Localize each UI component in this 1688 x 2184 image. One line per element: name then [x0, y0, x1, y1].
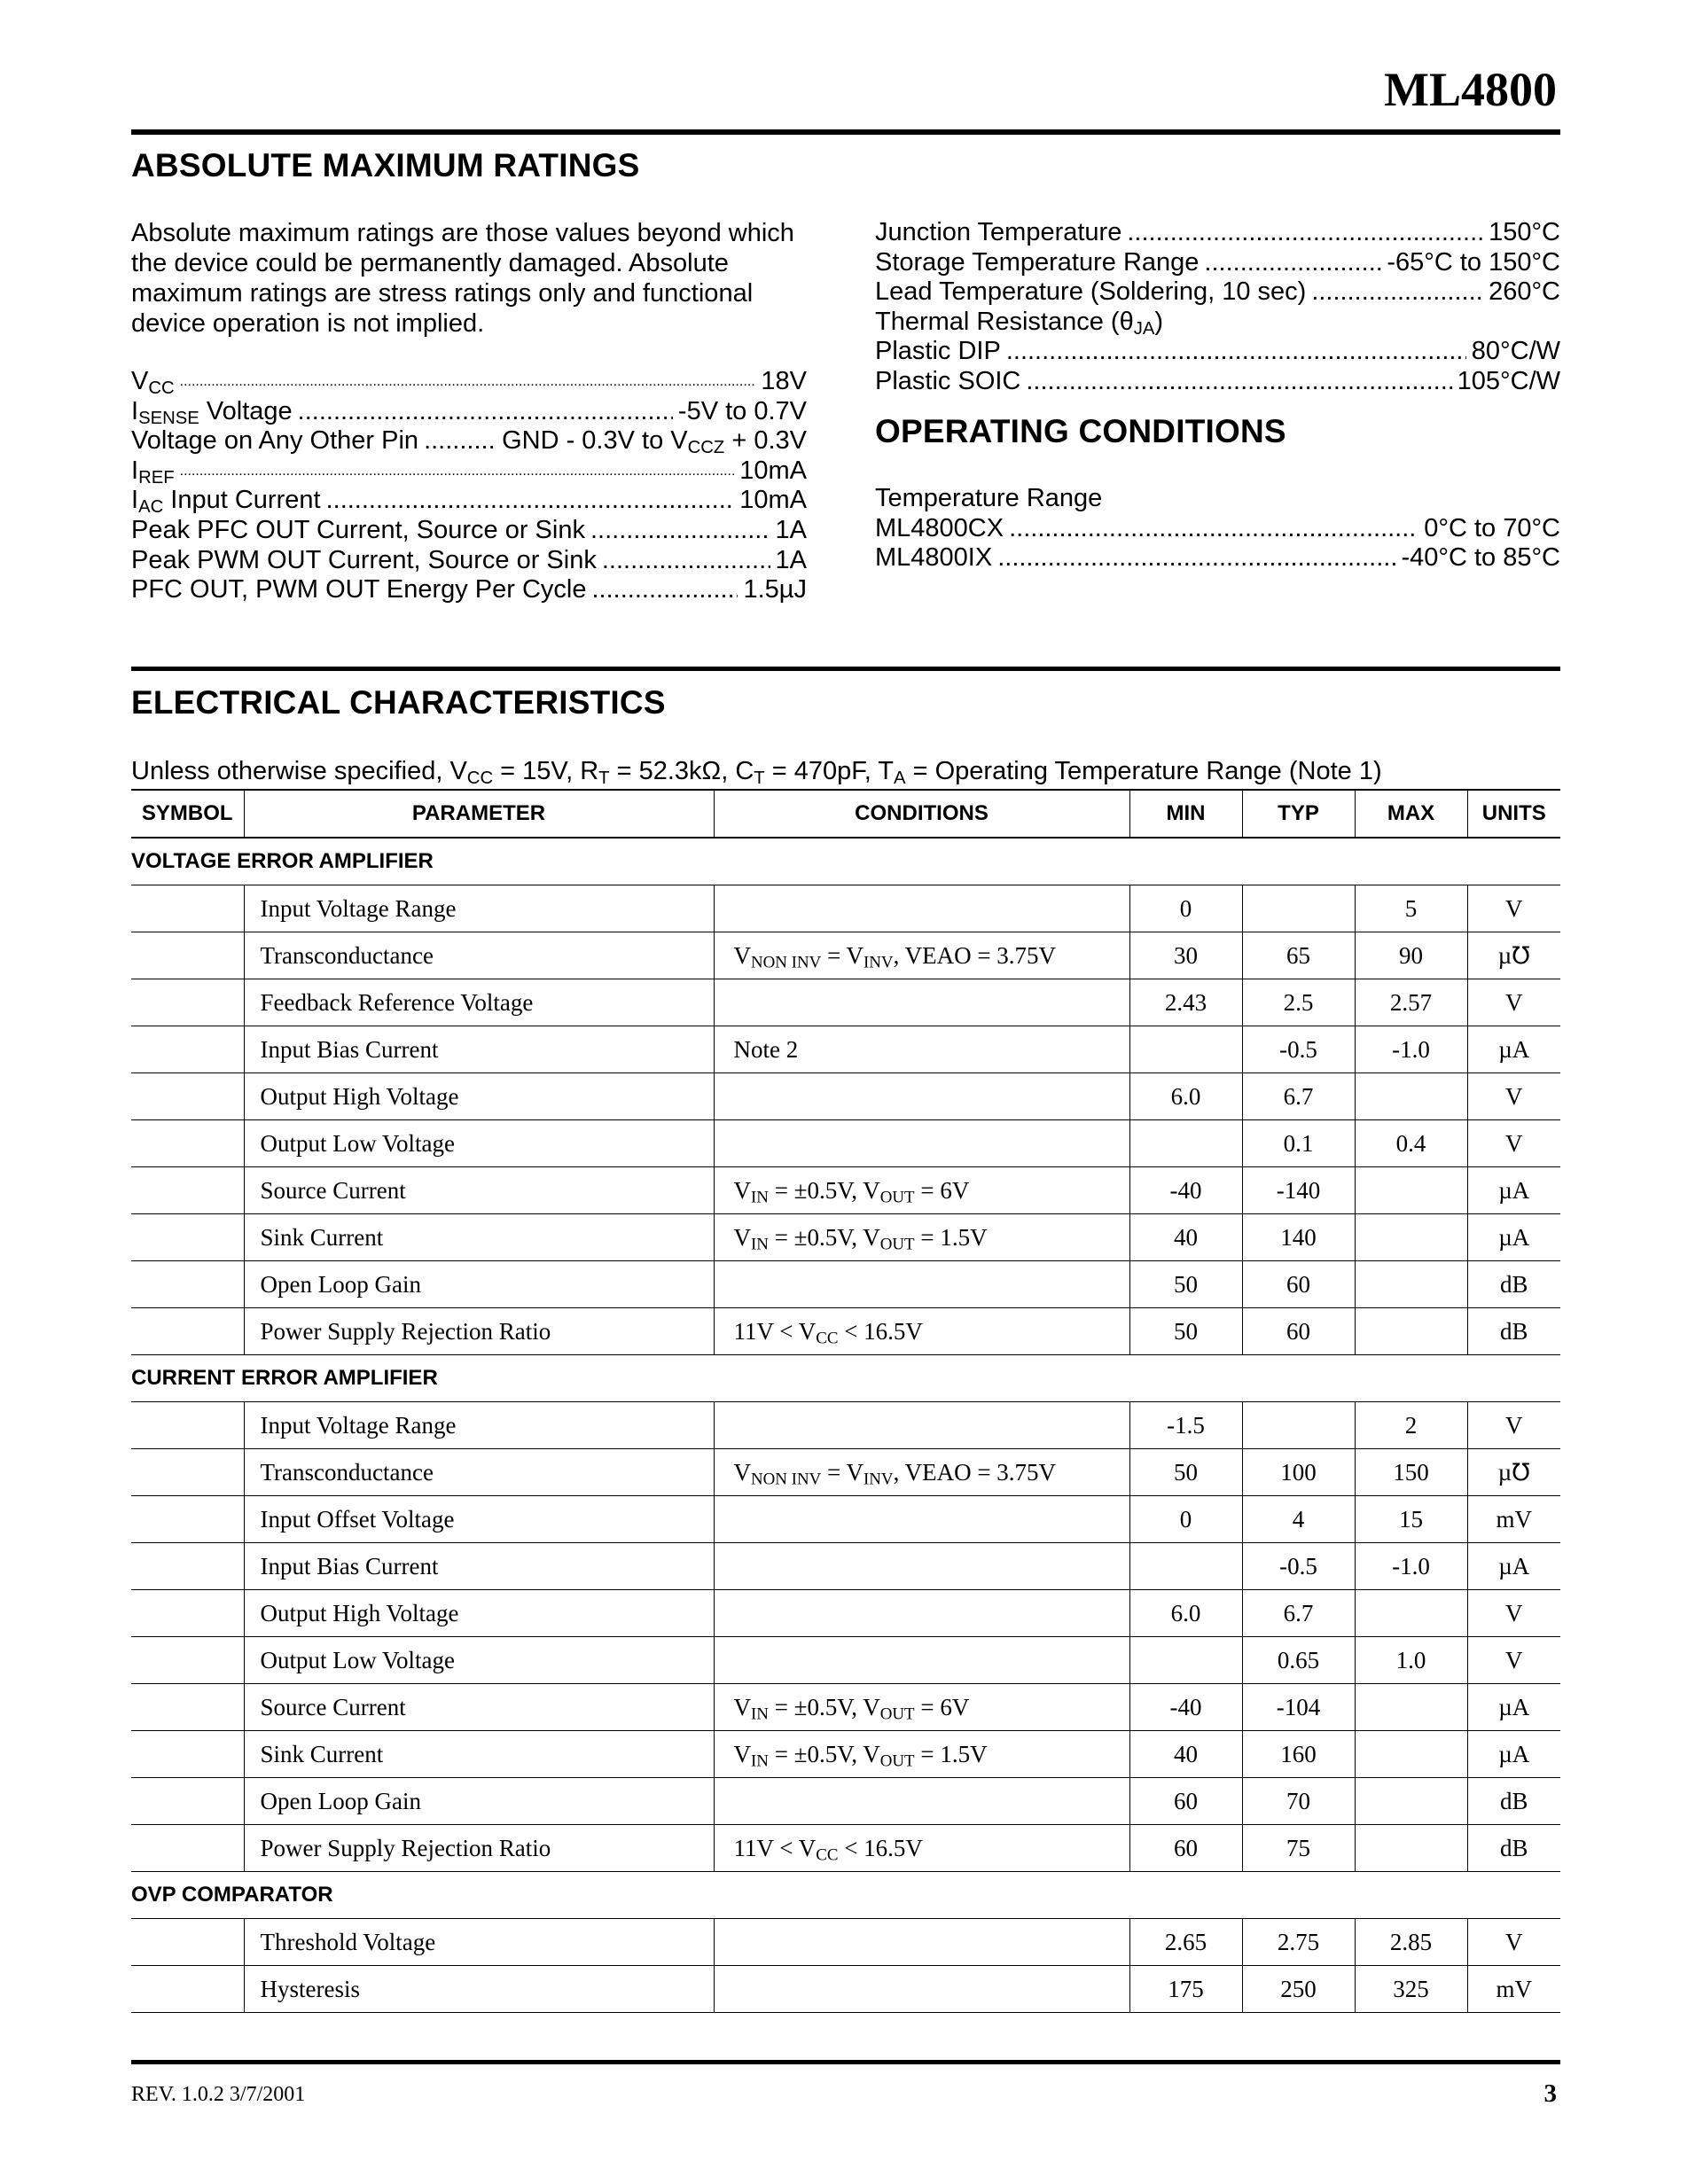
- table-row: [131, 1308, 1560, 1355]
- typ-cell: 2.5: [1242, 979, 1355, 1026]
- op-cond-title: OPERATING CONDITIONS: [875, 413, 1286, 449]
- min-cell: 60: [1129, 1825, 1242, 1872]
- symbol-cell: [131, 1684, 244, 1731]
- abs-max-right-list: [875, 218, 1560, 397]
- max-cell: 2.85: [1355, 1919, 1467, 1966]
- abs-max-left-list: [131, 367, 807, 605]
- table-row: [131, 1120, 1560, 1167]
- col-min: MIN: [1129, 790, 1242, 838]
- max-cell: [1355, 1825, 1467, 1872]
- min-cell: 0: [1129, 1496, 1242, 1543]
- units-cell: V: [1467, 1637, 1560, 1684]
- symbol-cell: [131, 1825, 244, 1872]
- typ-cell: -0.5: [1242, 1026, 1355, 1073]
- parameter-cell: Input Voltage Range: [244, 885, 714, 932]
- table-row: [131, 932, 1560, 979]
- conditions-cell: $11V < V_{CC} < 16.5V$: [714, 1825, 1129, 1872]
- conditions-cell: $V_{NON INV} = V_{INV}$, VEAO = 3.75V: [714, 932, 1129, 979]
- symbol-cell: [131, 1214, 244, 1261]
- units-cell: V: [1467, 1919, 1560, 1966]
- section-row: [131, 1872, 1560, 1919]
- typ-cell: 0.1: [1242, 1120, 1355, 1167]
- typ-cell: 70: [1242, 1778, 1355, 1825]
- parameter-cell: Threshold Voltage: [244, 1919, 714, 1966]
- typ-cell: [1242, 1402, 1355, 1449]
- conditions-cell: $11V < V_{CC} < 16.5V$: [714, 1308, 1129, 1355]
- section-title: OVP COMPARATOR: [131, 1872, 1560, 1919]
- conditions-cell: [714, 1120, 1129, 1167]
- max-cell: 325: [1355, 1966, 1467, 2013]
- table-header-row: [131, 790, 1560, 838]
- typ-cell: 65: [1242, 932, 1355, 979]
- min-cell: -40: [1129, 1167, 1242, 1214]
- col-symbol: SYMBOL: [131, 790, 244, 838]
- symbol-cell: [131, 1402, 244, 1449]
- conditions-cell: [714, 1637, 1129, 1684]
- typ-cell: 100: [1242, 1449, 1355, 1496]
- col-conditions: CONDITIONS: [714, 790, 1129, 838]
- conditions-cell: [714, 1073, 1129, 1120]
- rating-plastic-dip: Plastic DIP ..... 80°C/W: [875, 337, 1560, 367]
- conditions-cell: [714, 885, 1129, 932]
- parameter-cell: Output Low Voltage: [244, 1637, 714, 1684]
- typ-cell: -104: [1242, 1684, 1355, 1731]
- units-cell: V: [1467, 1120, 1560, 1167]
- rating-pfc-out: Peak PFC OUT Current, Source or Sink ..... 1A: [131, 516, 807, 546]
- max-cell: [1355, 1778, 1467, 1825]
- symbol-cell: [131, 1590, 244, 1637]
- conditions-cell: Note 2: [714, 1026, 1129, 1073]
- min-cell: 60: [1129, 1778, 1242, 1825]
- parameter-cell: Sink Current: [244, 1731, 714, 1778]
- abs-max-title: ABSOLUTE MAXIMUM RATINGS: [131, 147, 640, 183]
- max-cell: [1355, 1731, 1467, 1778]
- symbol-cell: [131, 1167, 244, 1214]
- table-row: [131, 1261, 1560, 1308]
- symbol-cell: [131, 1496, 244, 1543]
- parameter-cell: Input Voltage Range: [244, 1402, 714, 1449]
- typ-cell: 75: [1242, 1825, 1355, 1872]
- typ-cell: 60: [1242, 1308, 1355, 1355]
- units-cell: µA: [1467, 1684, 1560, 1731]
- units-cell: µA: [1467, 1167, 1560, 1214]
- units-cell: µA: [1467, 1731, 1560, 1778]
- conditions-cell: [714, 1496, 1129, 1543]
- table-row: [131, 1684, 1560, 1731]
- symbol-cell: [131, 1731, 244, 1778]
- col-typ: TYP: [1242, 790, 1355, 838]
- table-row: [131, 1073, 1560, 1120]
- rating-plastic-soic: Plastic SOIC ..... 105°C/W: [875, 367, 1560, 397]
- table-row: [131, 1966, 1560, 2013]
- parameter-cell: Feedback Reference Voltage: [244, 979, 714, 1026]
- conditions-cell: [714, 1543, 1129, 1590]
- min-cell: 50: [1129, 1261, 1242, 1308]
- typ-cell: [1242, 885, 1355, 932]
- min-cell: 30: [1129, 932, 1242, 979]
- parameter-cell: Power Supply Rejection Ratio: [244, 1308, 714, 1355]
- min-cell: 2.43: [1129, 979, 1242, 1026]
- conditions-cell: [714, 1261, 1129, 1308]
- typ-cell: 140: [1242, 1214, 1355, 1261]
- table-row: [131, 1778, 1560, 1825]
- units-cell: mV: [1467, 1496, 1560, 1543]
- section-rule: [131, 667, 1560, 671]
- units-cell: V: [1467, 885, 1560, 932]
- parameter-cell: Input Bias Current: [244, 1543, 714, 1590]
- parameter-cell: Output High Voltage: [244, 1590, 714, 1637]
- symbol-cell: [131, 1026, 244, 1073]
- typ-cell: 0.65: [1242, 1637, 1355, 1684]
- parameter-cell: Source Current: [244, 1684, 714, 1731]
- table-row: [131, 885, 1560, 932]
- table-row: [131, 1731, 1560, 1778]
- min-cell: 175: [1129, 1966, 1242, 2013]
- col-units: UNITS: [1467, 790, 1560, 838]
- conditions-cell: $V_{IN} = \pm 0.5V$, $V_{OUT} = 6V$: [714, 1167, 1129, 1214]
- symbol-cell: [131, 1966, 244, 2013]
- parameter-cell: Open Loop Gain: [244, 1778, 714, 1825]
- table-row: [131, 1825, 1560, 1872]
- table-row: [131, 1026, 1560, 1073]
- min-cell: 50: [1129, 1308, 1242, 1355]
- max-cell: [1355, 1261, 1467, 1308]
- units-cell: V: [1467, 1402, 1560, 1449]
- typ-cell: 160: [1242, 1731, 1355, 1778]
- table-row: [131, 1496, 1560, 1543]
- typ-cell: 2.75: [1242, 1919, 1355, 1966]
- typ-cell: -0.5: [1242, 1543, 1355, 1590]
- op-cond-list: [875, 484, 1560, 573]
- elec-title: ELECTRICAL CHARACTERISTICS: [131, 684, 666, 721]
- min-cell: [1129, 1026, 1242, 1073]
- units-cell: dB: [1467, 1261, 1560, 1308]
- table-row: [131, 1919, 1560, 1966]
- header-rule: [131, 129, 1560, 135]
- max-cell: -1.0: [1355, 1026, 1467, 1073]
- units-cell: µ℧: [1467, 932, 1560, 979]
- symbol-cell: [131, 1543, 244, 1590]
- parameter-cell: Input Offset Voltage: [244, 1496, 714, 1543]
- units-cell: dB: [1467, 1778, 1560, 1825]
- max-cell: 2: [1355, 1402, 1467, 1449]
- conditions-cell: $V_{IN} = \pm 0.5V$, $V_{OUT} = 1.5V$: [714, 1214, 1129, 1261]
- max-cell: [1355, 1167, 1467, 1214]
- table-row: [131, 1449, 1560, 1496]
- rating-energy: PFC OUT, PWM OUT Energy Per Cycle ..... 1.5µJ: [131, 575, 807, 605]
- page-number: 3: [1543, 2079, 1557, 2108]
- table-row: [131, 1402, 1560, 1449]
- parameter-cell: Source Current: [244, 1167, 714, 1214]
- parameter-cell: Open Loop Gain: [244, 1261, 714, 1308]
- rating-pwm-out: Peak PWM OUT Current, Source or Sink ..... 1A: [131, 546, 807, 576]
- footer-rule: [131, 2060, 1560, 2064]
- part-number: ML4800: [1384, 63, 1557, 116]
- electrical-characteristics-table: [131, 789, 1560, 2013]
- parameter-cell: Sink Current: [244, 1214, 714, 1261]
- parameter-cell: Hysteresis: [244, 1966, 714, 2013]
- footer-revision: REV. 1.0.2 3/7/2001: [131, 2083, 306, 2106]
- units-cell: V: [1467, 1073, 1560, 1120]
- rating-lead-temp: Lead Temperature (Soldering, 10 sec) ..... 260°C: [875, 277, 1560, 308]
- conditions-cell: $V_{IN} = \pm 0.5V$, $V_{OUT} = 6V$: [714, 1684, 1129, 1731]
- rating-junction-temp: Junction Temperature ..... 150°C: [875, 218, 1560, 248]
- section-title: CURRENT ERROR AMPLIFIER: [131, 1355, 1560, 1402]
- symbol-cell: [131, 1261, 244, 1308]
- conditions-cell: [714, 979, 1129, 1026]
- units-cell: V: [1467, 979, 1560, 1026]
- units-cell: µA: [1467, 1026, 1560, 1073]
- parameter-cell: Output Low Voltage: [244, 1120, 714, 1167]
- parameter-cell: Output High Voltage: [244, 1073, 714, 1120]
- min-cell: 6.0: [1129, 1073, 1242, 1120]
- rating-iac: $I_{AC}$ Input Current ..... 10mA: [131, 486, 807, 516]
- rating-iref: $I_{REF}$ ..... 10mA: [131, 456, 807, 487]
- max-cell: 0.4: [1355, 1120, 1467, 1167]
- min-cell: 40: [1129, 1731, 1242, 1778]
- col-max: MAX: [1355, 790, 1467, 838]
- min-cell: 50: [1129, 1449, 1242, 1496]
- min-cell: [1129, 1543, 1242, 1590]
- max-cell: 150: [1355, 1449, 1467, 1496]
- symbol-cell: [131, 885, 244, 932]
- symbol-cell: [131, 1308, 244, 1355]
- min-cell: 40: [1129, 1214, 1242, 1261]
- max-cell: -1.0: [1355, 1543, 1467, 1590]
- table-row: [131, 979, 1560, 1026]
- rating-vcc: $V_{CC}$ ..... 18V: [131, 367, 807, 397]
- max-cell: 90: [1355, 932, 1467, 979]
- conditions-cell: [714, 1402, 1129, 1449]
- parameter-cell: Transconductance: [244, 1449, 714, 1496]
- units-cell: dB: [1467, 1308, 1560, 1355]
- conditions-cell: [714, 1919, 1129, 1966]
- conditions-cell: [714, 1590, 1129, 1637]
- abs-max-intro: Absolute maximum ratings are those values beyond which the device could be permanently damaged. Absolute maximum ratings are stress ratings only and functional device operation is not implied.: [131, 219, 794, 338]
- table-body: [131, 838, 1560, 2013]
- min-cell: [1129, 1637, 1242, 1684]
- table-row: [131, 1637, 1560, 1684]
- conditions-cell: [714, 1966, 1129, 2013]
- min-cell: -1.5: [1129, 1402, 1242, 1449]
- units-cell: dB: [1467, 1825, 1560, 1872]
- table-row: [131, 1214, 1560, 1261]
- rating-thermal-resistance: Thermal Resistance $(\theta_{JA})$: [875, 307, 1164, 339]
- symbol-cell: [131, 979, 244, 1026]
- symbol-cell: [131, 1073, 244, 1120]
- units-cell: V: [1467, 1590, 1560, 1637]
- section-row: [131, 838, 1560, 885]
- min-cell: 2.65: [1129, 1919, 1242, 1966]
- typ-cell: -140: [1242, 1167, 1355, 1214]
- symbol-cell: [131, 1778, 244, 1825]
- table-row: [131, 1543, 1560, 1590]
- rating-storage-temp: Storage Temperature Range ..... -65°C to 150°C: [875, 248, 1560, 278]
- max-cell: [1355, 1073, 1467, 1120]
- op-cond-cx: ML4800CX ..... 0°C to 70°C: [875, 514, 1560, 544]
- rating-other-pin: Voltage on Any Other Pin ..... GND - 0.3V to $V_{CCZ} + 0.3V$: [131, 426, 807, 456]
- section-title: VOLTAGE ERROR AMPLIFIER: [131, 838, 1560, 885]
- table-row: [131, 1590, 1560, 1637]
- min-cell: [1129, 1120, 1242, 1167]
- max-cell: [1355, 1308, 1467, 1355]
- typ-cell: 6.7: [1242, 1590, 1355, 1637]
- max-cell: [1355, 1214, 1467, 1261]
- symbol-cell: [131, 1120, 244, 1167]
- typ-cell: 6.7: [1242, 1073, 1355, 1120]
- min-cell: -40: [1129, 1684, 1242, 1731]
- max-cell: 2.57: [1355, 979, 1467, 1026]
- typ-cell: 250: [1242, 1966, 1355, 2013]
- parameter-cell: Power Supply Rejection Ratio: [244, 1825, 714, 1872]
- op-cond-heading: Temperature Range: [875, 484, 1103, 512]
- units-cell: µA: [1467, 1214, 1560, 1261]
- typ-cell: 4: [1242, 1496, 1355, 1543]
- units-cell: µ℧: [1467, 1449, 1560, 1496]
- table-row: [131, 1167, 1560, 1214]
- min-cell: 0: [1129, 885, 1242, 932]
- conditions-cell: $V_{NON INV} = V_{INV}$, VEAO = 3.75V: [714, 1449, 1129, 1496]
- typ-cell: 60: [1242, 1261, 1355, 1308]
- rating-isense: $I_{SENSE}$ Voltage ..... -5V to 0.7V: [131, 397, 807, 427]
- elec-subtitle: Unless otherwise specified, $V_{CC} = 15V$, $R_T = 52.3k\Omega$, $C_T = 470pF$, $T_A$ = Operating Temperature Range (Note 1): [131, 757, 1382, 789]
- col-parameter: PARAMETER: [244, 790, 714, 838]
- min-cell: 6.0: [1129, 1590, 1242, 1637]
- units-cell: mV: [1467, 1966, 1560, 2013]
- parameter-cell: Input Bias Current: [244, 1026, 714, 1073]
- max-cell: [1355, 1684, 1467, 1731]
- units-cell: µA: [1467, 1543, 1560, 1590]
- max-cell: 15: [1355, 1496, 1467, 1543]
- symbol-cell: [131, 1637, 244, 1684]
- max-cell: 5: [1355, 885, 1467, 932]
- symbol-cell: [131, 932, 244, 979]
- op-cond-ix: ML4800IX ..... -40°C to 85°C: [875, 543, 1560, 573]
- max-cell: 1.0: [1355, 1637, 1467, 1684]
- max-cell: [1355, 1590, 1467, 1637]
- conditions-cell: $V_{IN} = \pm 0.5V$, $V_{OUT} = 1.5V$: [714, 1731, 1129, 1778]
- conditions-cell: [714, 1778, 1129, 1825]
- symbol-cell: [131, 1449, 244, 1496]
- symbol-cell: [131, 1919, 244, 1966]
- parameter-cell: Transconductance: [244, 932, 714, 979]
- section-row: [131, 1355, 1560, 1402]
